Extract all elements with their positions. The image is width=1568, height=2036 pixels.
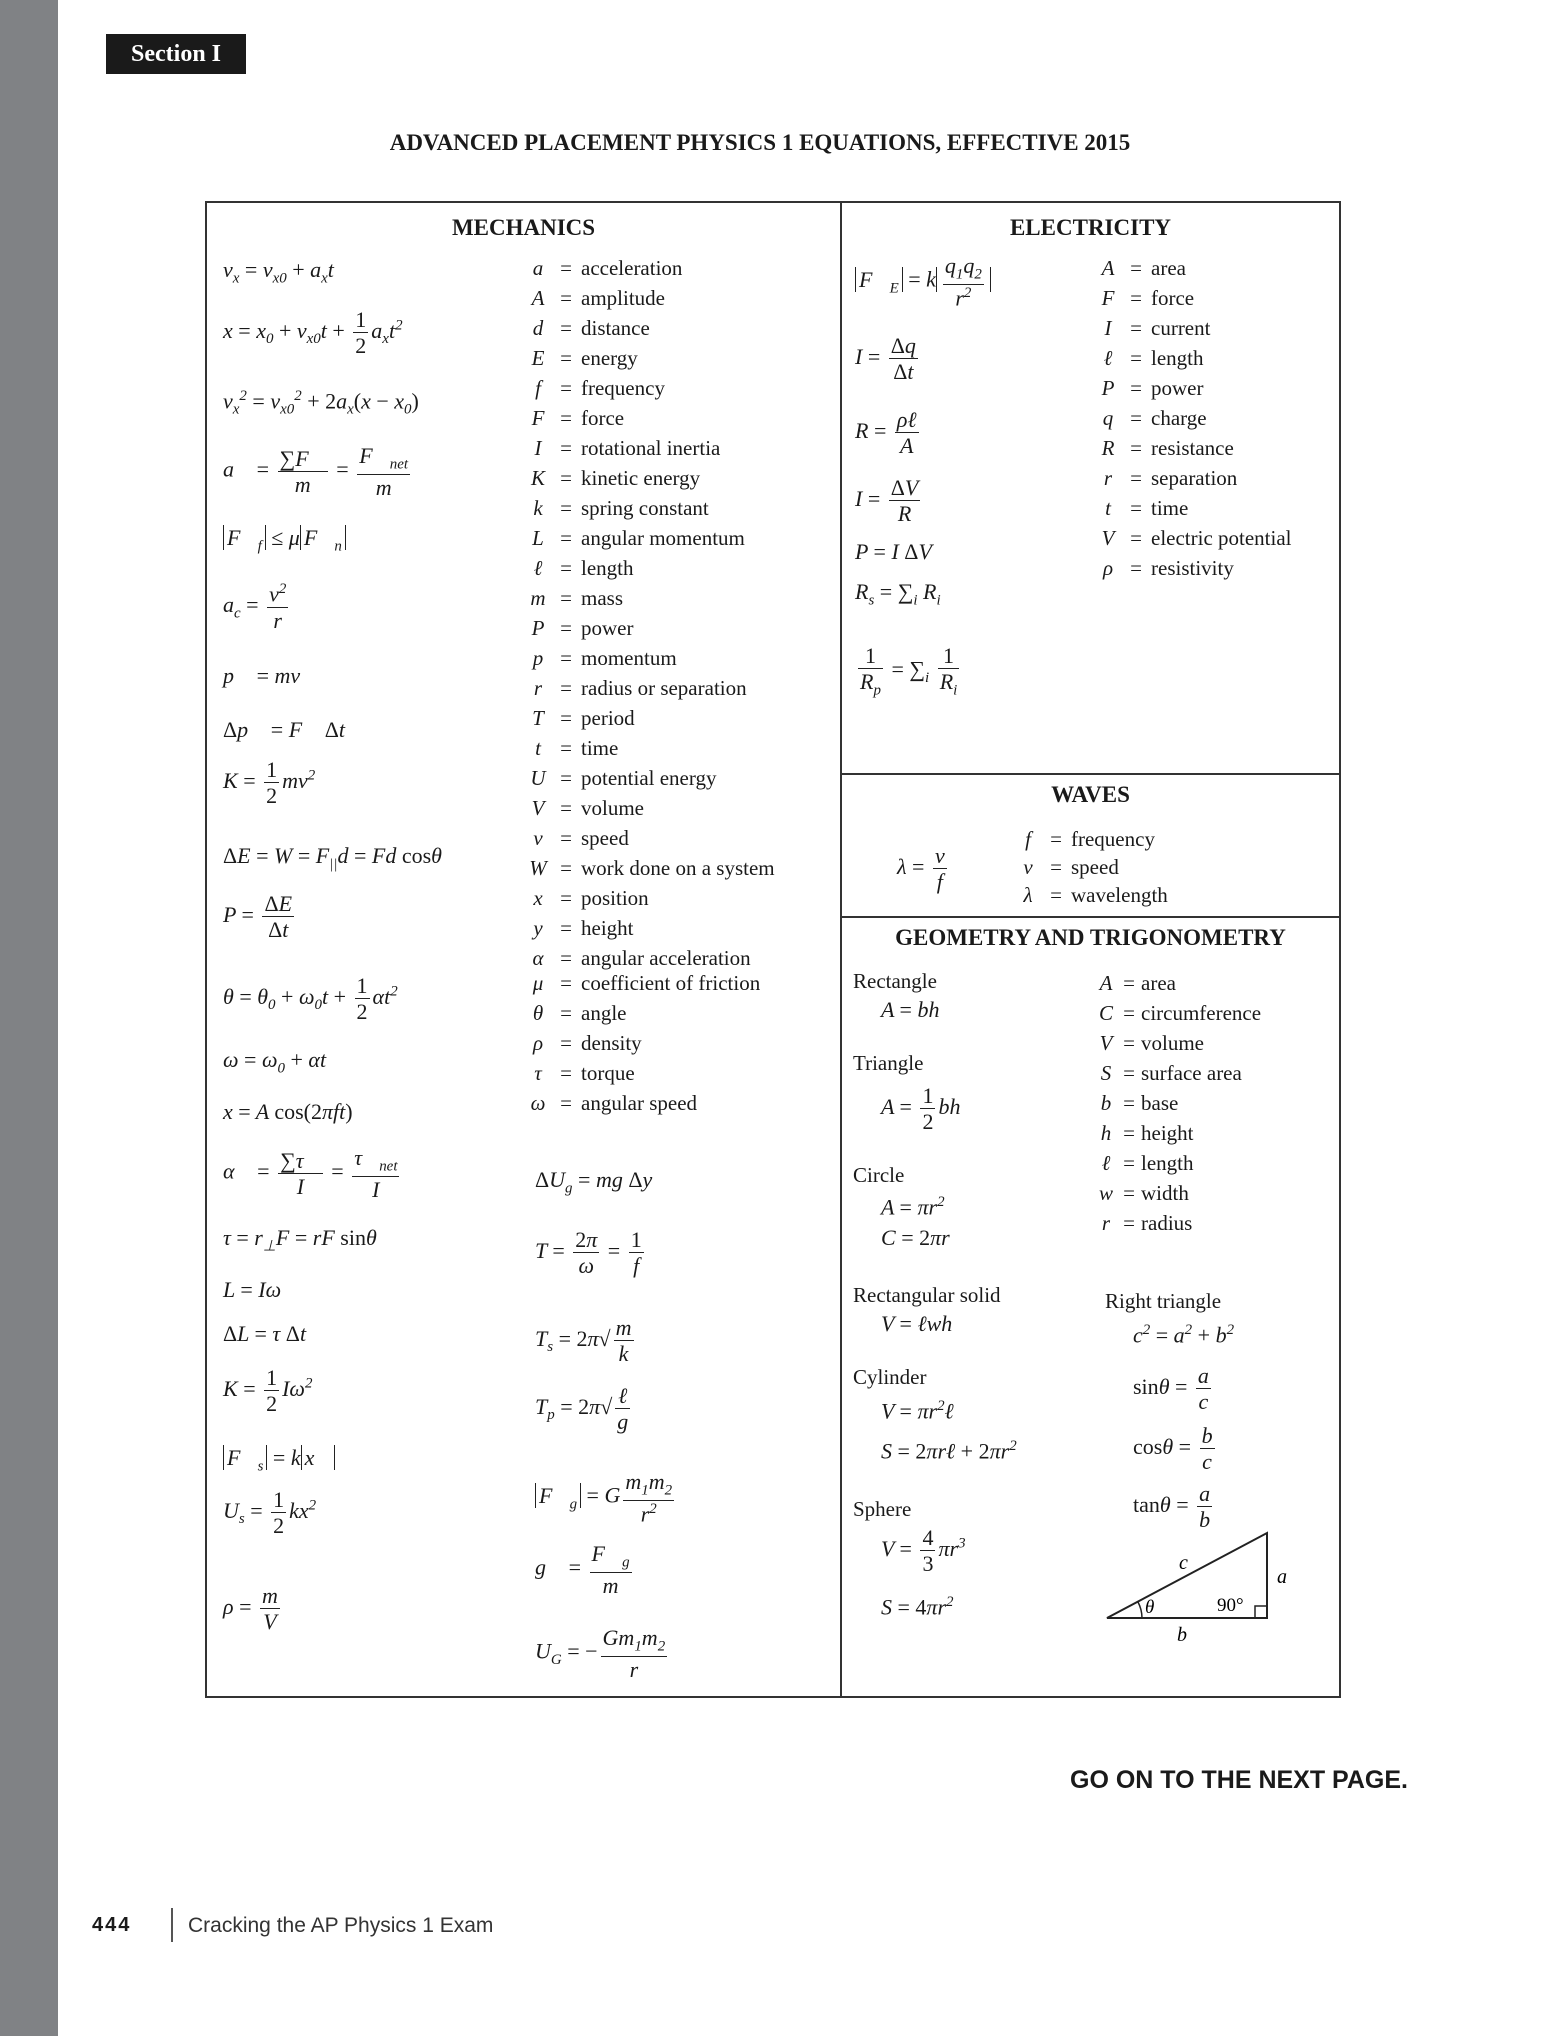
electricity-definition-row (1095, 253, 1292, 283)
definition-symbol: f (535, 376, 541, 400)
waves-definitions (1015, 825, 1168, 909)
definition-symbol: λ (1023, 883, 1033, 907)
section-tab: Section I (106, 34, 246, 74)
definition-symbol: P (1101, 376, 1115, 400)
definition-symbol: τ (534, 1061, 542, 1085)
definition-symbol: R (1101, 436, 1115, 460)
equals-sign: = (1123, 971, 1135, 995)
definition-meaning: circumference (1141, 1001, 1262, 1025)
mechanics-definition-row (525, 673, 775, 703)
book-title: Cracking the AP Physics 1 Exam (188, 1914, 494, 1937)
definition-meaning: mass (581, 586, 623, 610)
definition-meaning: radius or separation (581, 676, 747, 700)
eq-impulse: Δp⃗ = F⃗ Δt (223, 717, 346, 742)
definition-symbol: I (1104, 316, 1112, 340)
definition-meaning: torque (581, 1061, 635, 1085)
definition-meaning: height (581, 916, 634, 940)
eq-velocity-squared: $v_x^2 = v_{x0}^2 + 2a_x(x - x_0)$ (223, 388, 419, 418)
triangle-label-theta: θ (1145, 1597, 1155, 1618)
eq-torque: $\tau = r_\perp F$ = rF sinθ (223, 1225, 377, 1255)
eq-angular-momentum: L = Iω (223, 1277, 282, 1302)
equals-sign: = (560, 796, 572, 820)
definition-symbol: S (1100, 1061, 1112, 1085)
definition-meaning: resistance (1151, 436, 1234, 460)
equals-sign: = (1130, 346, 1142, 370)
definition-symbol: w (1098, 1181, 1113, 1205)
eq-sine: sinθ = $\frac{a}{c}$ (1133, 1363, 1209, 1415)
equals-sign: = (1050, 855, 1062, 879)
definition-meaning: length (1151, 346, 1204, 370)
eq-current: I = $\frac{\Delta q}{\Delta t}$ (855, 333, 916, 385)
definition-symbol: T (532, 706, 544, 730)
eq-pythagoras: $c^2 = a^2 + b^2$ (1133, 1322, 1235, 1348)
eq-spring-period: $T_s = 2\pi√$ $\frac{m}{k}$ (535, 1315, 632, 1367)
definition-symbol: y (533, 916, 543, 940)
definition-symbol: v (1023, 855, 1033, 879)
mechanics-definition-row (525, 1058, 760, 1088)
eq-friction: $F⃗_f \le \mu$ $F⃗_n$ (223, 527, 346, 554)
geometry-definition-row (1095, 1058, 1261, 1088)
equals-sign: = (1130, 556, 1142, 580)
mechanics-definition-row (525, 763, 775, 793)
definition-symbol: r (1101, 1211, 1111, 1235)
definition-symbol: t (1105, 496, 1111, 520)
equals-sign: = (560, 886, 572, 910)
definition-meaning: kinetic energy (581, 466, 701, 490)
equals-sign: = (560, 466, 572, 490)
geometry-definition-row (1095, 1028, 1261, 1058)
mechanics-definitions-greek (525, 968, 760, 1118)
definition-symbol: r (1103, 466, 1113, 490)
page-number: 444 (92, 1914, 132, 1936)
definition-meaning: length (581, 556, 634, 580)
eq-parallel: $\frac{1}{R_p}$ = $\sum_i$ $\frac{1}{R_i}$ (860, 643, 958, 699)
equals-sign: = (560, 1031, 572, 1055)
mechanics-definition-row (525, 553, 775, 583)
definition-meaning: distance (581, 316, 650, 340)
definition-meaning: angle (581, 1001, 627, 1025)
definition-meaning: wavelength (1071, 883, 1168, 907)
definition-symbol: V (1101, 526, 1115, 550)
equals-sign: = (1050, 827, 1062, 851)
definition-meaning: power (1151, 376, 1204, 400)
equals-sign: = (1130, 526, 1142, 550)
definition-meaning: angular momentum (581, 526, 745, 550)
definition-meaning: resistivity (1151, 556, 1234, 580)
eq-series: $R_s = \sum_i$ $R_i$ (855, 579, 941, 609)
electricity-definition-row (1095, 283, 1292, 313)
definition-symbol: ρ (532, 1031, 544, 1055)
definition-symbol: v (533, 826, 543, 850)
eq-cyl-volume: $V = \pi r^2\ell$ (881, 1398, 954, 1424)
definition-symbol: h (1100, 1121, 1112, 1145)
footer-divider (171, 1908, 173, 1942)
eq-velocity: $v_x = v_{x0} + a_xt$ (223, 257, 334, 287)
triangle-label-a: a (1277, 1566, 1287, 1588)
mechanics-definition-row (525, 1088, 760, 1118)
electricity-definition-row (1095, 403, 1292, 433)
equals-sign: = (1123, 1121, 1135, 1145)
electricity-definition-row (1095, 523, 1292, 553)
triangle-label-right: 90° (1217, 1595, 1244, 1616)
equals-sign: = (560, 586, 572, 610)
equals-sign: = (560, 916, 572, 940)
definition-meaning: area (1151, 256, 1186, 280)
definition-symbol: E (531, 346, 545, 370)
equals-sign: = (560, 496, 572, 520)
equals-sign: = (1130, 436, 1142, 460)
equals-sign: = (560, 856, 572, 880)
equals-sign: = (560, 346, 572, 370)
definition-symbol: K (530, 466, 545, 490)
definition-meaning: acceleration (581, 256, 683, 280)
geometry-definitions (1095, 968, 1261, 1238)
electricity-definitions (1095, 253, 1292, 583)
definition-meaning: momentum (581, 646, 677, 670)
definition-meaning: frequency (581, 376, 665, 400)
definition-meaning: time (581, 736, 619, 760)
equals-sign: = (560, 676, 572, 700)
eq-period: T = $\frac{2\pi}{\omega}$ = $\frac{1}{f}$ (535, 1227, 642, 1279)
definition-symbol: A (1101, 256, 1115, 280)
geometry-heading: GEOMETRY AND TRIGONOMETRY (895, 925, 1286, 950)
eq-cosine: cosθ = $\frac{b}{c}$ (1133, 1423, 1213, 1475)
definition-symbol: d (532, 316, 544, 340)
electricity-definition-row (1095, 433, 1292, 463)
page-title: ADVANCED PLACEMENT PHYSICS 1 EQUATIONS, EFFECTIVE 2015 (389, 130, 1131, 155)
waves-definition-row (1015, 853, 1168, 881)
electricity-definition-row (1095, 553, 1292, 583)
electricity-definition-row (1095, 343, 1292, 373)
mechanics-definition-row (525, 968, 760, 998)
definition-meaning: length (1141, 1151, 1194, 1175)
definition-symbol: f (1025, 827, 1031, 851)
eq-momentum: p⃗ = mv⃗ (223, 663, 318, 688)
definition-symbol: α (532, 946, 544, 970)
definition-symbol: μ (532, 971, 544, 995)
definition-meaning: potential energy (581, 766, 717, 790)
definition-symbol: b (1100, 1091, 1112, 1115)
mechanics-definition-row (525, 883, 775, 913)
definition-meaning: force (581, 406, 625, 430)
mechanics-definition-row (525, 613, 775, 643)
equals-sign: = (560, 766, 572, 790)
triangle-label-b: b (1177, 1624, 1187, 1643)
definition-symbol: p (532, 646, 544, 670)
definition-symbol: k (533, 496, 543, 520)
equals-sign: = (560, 1061, 572, 1085)
equals-sign: = (560, 736, 572, 760)
mechanics-definition-row (525, 463, 775, 493)
eq-hooke: $F⃗_s = k$ x⃗ (223, 1447, 335, 1474)
eq-grav-pe: $U_G$ = − $\frac{Gm_1m_2}{r}$ (535, 1625, 666, 1682)
equals-sign: = (560, 646, 572, 670)
eq-circle-area: $A = \pi r^2$ (881, 1194, 945, 1220)
side-bar (0, 0, 58, 2036)
definition-symbol: P (531, 616, 545, 640)
waves-definition-row (1015, 825, 1168, 853)
mechanics-definition-row (525, 733, 775, 763)
equals-sign: = (560, 1091, 572, 1115)
electricity-heading: ELECTRICITY (1009, 215, 1172, 240)
definition-symbol: a (532, 256, 544, 280)
equals-sign: = (1123, 1001, 1135, 1025)
mechanics-definition-row (525, 583, 775, 613)
eq-sphere-volume: V = $\frac{4}{3}$ $\pi r^3$ (881, 1525, 966, 1577)
eq-gravitation: $F⃗_g = G$ $\frac{m_1m_2}{r^2}$ (535, 1469, 677, 1526)
definition-meaning: frequency (1071, 827, 1155, 851)
geometry-definition-row (1095, 968, 1261, 998)
equals-sign: = (560, 826, 572, 850)
label-cylinder: Cylinder (853, 1365, 927, 1389)
equals-sign: = (1123, 1031, 1135, 1055)
eq-angular-velocity: $\omega = \omega_0 + \alpha t$ (223, 1047, 327, 1077)
definition-symbol: A (531, 286, 545, 310)
geometry-definition-row (1095, 1178, 1261, 1208)
definition-symbol: r (533, 676, 543, 700)
definition-symbol: ℓ (1101, 1151, 1111, 1175)
mechanics-definition-row (525, 283, 775, 313)
label-circle: Circle (853, 1163, 905, 1187)
definition-meaning: angular acceleration (581, 946, 751, 970)
definition-meaning: power (581, 616, 634, 640)
eq-circumference: C = 2πr (881, 1225, 950, 1250)
eq-torque-newton: α⃗ = $\frac{\sum\tau⃗}{I}$ = $\frac{\tau⃗_{net}}{I}$ (223, 1145, 398, 1202)
geometry-definition-row (1095, 1118, 1261, 1148)
mechanics-definition-row (525, 523, 775, 553)
equals-sign: = (560, 616, 572, 640)
eq-position: $x = x_0 + v_{x0}t$ + $\frac{1}{2}$ $a_xt^2$ (223, 307, 403, 359)
equals-sign: = (1123, 1211, 1135, 1235)
definition-meaning: area (1141, 971, 1176, 995)
definition-symbol: ℓ (1103, 346, 1113, 370)
definition-symbol: x (533, 886, 543, 910)
mechanics-definition-row (525, 433, 775, 463)
definition-symbol: V (531, 796, 545, 820)
eq-ohm: I = $\frac{\Delta V}{R}$ (855, 475, 919, 527)
definition-symbol: F (1101, 286, 1115, 310)
eq-cyl-surface: S = 2πrℓ + $2\pi r^2$ (881, 1438, 1017, 1464)
definition-symbol: ω (530, 1091, 546, 1115)
geometry-definition-row (1095, 1208, 1261, 1238)
equals-sign: = (1123, 1091, 1135, 1115)
mechanics-definition-row (525, 313, 775, 343)
divider-waves (842, 773, 1339, 775)
mechanics-definition-row (525, 793, 775, 823)
definition-symbol: ℓ (533, 556, 543, 580)
mechanics-definition-row (525, 703, 775, 733)
mechanics-heading: MECHANICS (451, 215, 596, 240)
equation-sheet (205, 201, 1341, 1698)
mechanics-definition-row (525, 253, 775, 283)
mechanics-definition-row (525, 403, 775, 433)
definition-symbol: F (531, 406, 545, 430)
eq-rect-volume: V = ℓwh (881, 1311, 953, 1336)
eq-rect-area: A = bh (881, 997, 940, 1022)
equals-sign: = (1130, 376, 1142, 400)
eq-spring-pe: $U_s$ = $\frac{1}{2}$ $kx^2$ (223, 1487, 317, 1539)
geometry-definition-row (1095, 1088, 1261, 1118)
electricity-definition-row (1095, 463, 1292, 493)
definition-meaning: period (581, 706, 635, 730)
mechanics-definition-row (525, 493, 775, 523)
electricity-definition-row (1095, 313, 1292, 343)
equals-sign: = (1130, 406, 1142, 430)
definition-meaning: volume (581, 796, 644, 820)
definition-meaning: energy (581, 346, 638, 370)
definition-symbol: W (529, 856, 547, 880)
mechanics-definition-row (525, 343, 775, 373)
right-triangle-diagram (1097, 1523, 1297, 1643)
geometry-definition-row (1095, 1148, 1261, 1178)
eq-coulomb: $F⃗_E = k$ $\frac{q_1q_2}{r^2}$ (855, 253, 991, 310)
equals-sign: = (560, 526, 572, 550)
eq-sphere-surface: $S = 4\pi r^2$ (881, 1594, 954, 1620)
label-right-triangle: Right triangle (1105, 1289, 1222, 1313)
eq-density: ρ = $\frac{m}{V}$ (223, 1583, 278, 1635)
label-sphere: Sphere (853, 1497, 912, 1521)
definition-meaning: surface area (1141, 1061, 1242, 1085)
definition-meaning: spring constant (581, 496, 709, 520)
eq-power: P = $\frac{\Delta E}{\Delta t}$ (223, 891, 293, 943)
mechanics-definition-row (525, 1028, 760, 1058)
label-rectangle: Rectangle (853, 969, 937, 993)
definition-meaning: density (581, 1031, 642, 1055)
equals-sign: = (1130, 496, 1142, 520)
eq-centripetal: $a_c$ = $\frac{v^2}{r}$ (223, 581, 287, 633)
mechanics-definition-row (525, 823, 775, 853)
definition-meaning: width (1141, 1181, 1189, 1205)
mechanics-definition-row (525, 998, 760, 1028)
definition-meaning: rotational inertia (581, 436, 721, 460)
equals-sign: = (560, 316, 572, 340)
equals-sign: = (1130, 316, 1142, 340)
definition-meaning: current (1151, 316, 1211, 340)
equals-sign: = (560, 376, 572, 400)
mechanics-definition-row (525, 853, 775, 883)
equals-sign: = (560, 971, 572, 995)
waves-definition-row (1015, 881, 1168, 909)
equals-sign: = (560, 556, 572, 580)
next-page-notice: GO ON TO THE NEXT PAGE. (1070, 1766, 1409, 1794)
eq-resistance: R = $\frac{\text{ρℓ}}{A}$ (855, 407, 917, 459)
equals-sign: = (560, 1001, 572, 1025)
definition-meaning: electric potential (1151, 526, 1292, 550)
equals-sign: = (1123, 1061, 1135, 1085)
definition-symbol: I (534, 436, 542, 460)
eq-pendulum-period: $T_p = 2\pi√$ $\frac{\text{ℓ}}{g}$ (535, 1383, 629, 1435)
definition-symbol: L (532, 526, 544, 550)
electricity-definition-row (1095, 373, 1292, 403)
equals-sign: = (560, 286, 572, 310)
equals-sign: = (560, 406, 572, 430)
definition-meaning: charge (1151, 406, 1207, 430)
eq-tangent: tanθ = $\frac{a}{b}$ (1133, 1481, 1211, 1533)
equals-sign: = (1130, 466, 1142, 490)
triangle-label-c: c (1179, 1552, 1188, 1574)
definition-meaning: speed (1071, 855, 1119, 879)
definition-symbol: q (1102, 406, 1114, 430)
equals-sign: = (560, 256, 572, 280)
definition-symbol: m (530, 586, 546, 610)
definition-meaning: coefficient of friction (581, 971, 761, 995)
definition-meaning: time (1151, 496, 1189, 520)
label-triangle: Triangle (853, 1051, 924, 1075)
eq-kinetic-energy: K = $\frac{1}{2}$ $mv^2$ (223, 757, 316, 809)
eq-triangle-area: A = $\frac{1}{2}$ bh (881, 1083, 961, 1135)
definition-meaning: force (1151, 286, 1195, 310)
definition-symbol: U (530, 766, 546, 790)
mechanics-definition-row (525, 643, 775, 673)
waves-heading: WAVES (1051, 782, 1130, 807)
definition-symbol: ρ (1102, 556, 1114, 580)
equals-sign: = (560, 946, 572, 970)
definition-symbol: A (1099, 971, 1113, 995)
equals-sign: = (560, 436, 572, 460)
mechanics-definition-row (525, 373, 775, 403)
equals-sign: = (1050, 883, 1062, 907)
definition-meaning: volume (1141, 1031, 1204, 1055)
definition-symbol: C (1098, 1001, 1113, 1025)
definition-meaning: speed (581, 826, 629, 850)
definition-meaning: base (1141, 1091, 1179, 1115)
electricity-definition-row (1095, 493, 1292, 523)
definition-meaning: separation (1151, 466, 1238, 490)
definition-symbol: t (535, 736, 541, 760)
eq-angular-impulse: ΔL = τ Δt (223, 1321, 307, 1346)
definition-symbol: θ (532, 1001, 544, 1025)
divider-geometry (842, 916, 1339, 918)
geometry-definition-row (1095, 998, 1261, 1028)
eq-newton-second: a⃗ = $\frac{\sum F⃗}{m}$ = $\frac{F⃗_{net}}{m}$ (223, 443, 409, 500)
eq-wave: λ = $\frac{v}{f}$ (897, 843, 945, 895)
definition-symbol: V (1099, 1031, 1113, 1055)
label-rect-solid: Rectangular solid (853, 1283, 1001, 1307)
eq-grav-field: g⃗ = $\frac{F⃗_g}{m}$ (535, 1541, 630, 1598)
equals-sign: = (1130, 256, 1142, 280)
mechanics-definition-row (525, 913, 775, 943)
eq-work: $\Delta E = W = F_{||}d = Fd$ cosθ (223, 843, 442, 873)
eq-shm: x = A cos(2πft) (223, 1099, 353, 1124)
equals-sign: = (1123, 1151, 1135, 1175)
definition-meaning: radius (1141, 1211, 1193, 1235)
eq-elec-power: P = I ΔV (855, 539, 932, 564)
equals-sign: = (1123, 1181, 1135, 1205)
eq-angular-position: $\theta = \theta_0 + \omega_0t$ + $\frac{1}{2}$ $\alpha t^2$ (223, 973, 398, 1025)
definition-meaning: angular speed (581, 1091, 698, 1115)
eq-grav-pe-near: $\Delta U_g$ = mg Δy (535, 1167, 653, 1197)
definition-meaning: amplitude (581, 286, 665, 310)
definition-meaning: height (1141, 1121, 1194, 1145)
equals-sign: = (1130, 286, 1142, 310)
definition-meaning: position (581, 886, 649, 910)
equals-sign: = (560, 706, 572, 730)
definition-meaning: work done on a system (581, 856, 775, 880)
mechanics-definitions (525, 253, 775, 973)
eq-rotational-ke: K = $\frac{1}{2}$ $I\omega^2$ (223, 1365, 313, 1417)
